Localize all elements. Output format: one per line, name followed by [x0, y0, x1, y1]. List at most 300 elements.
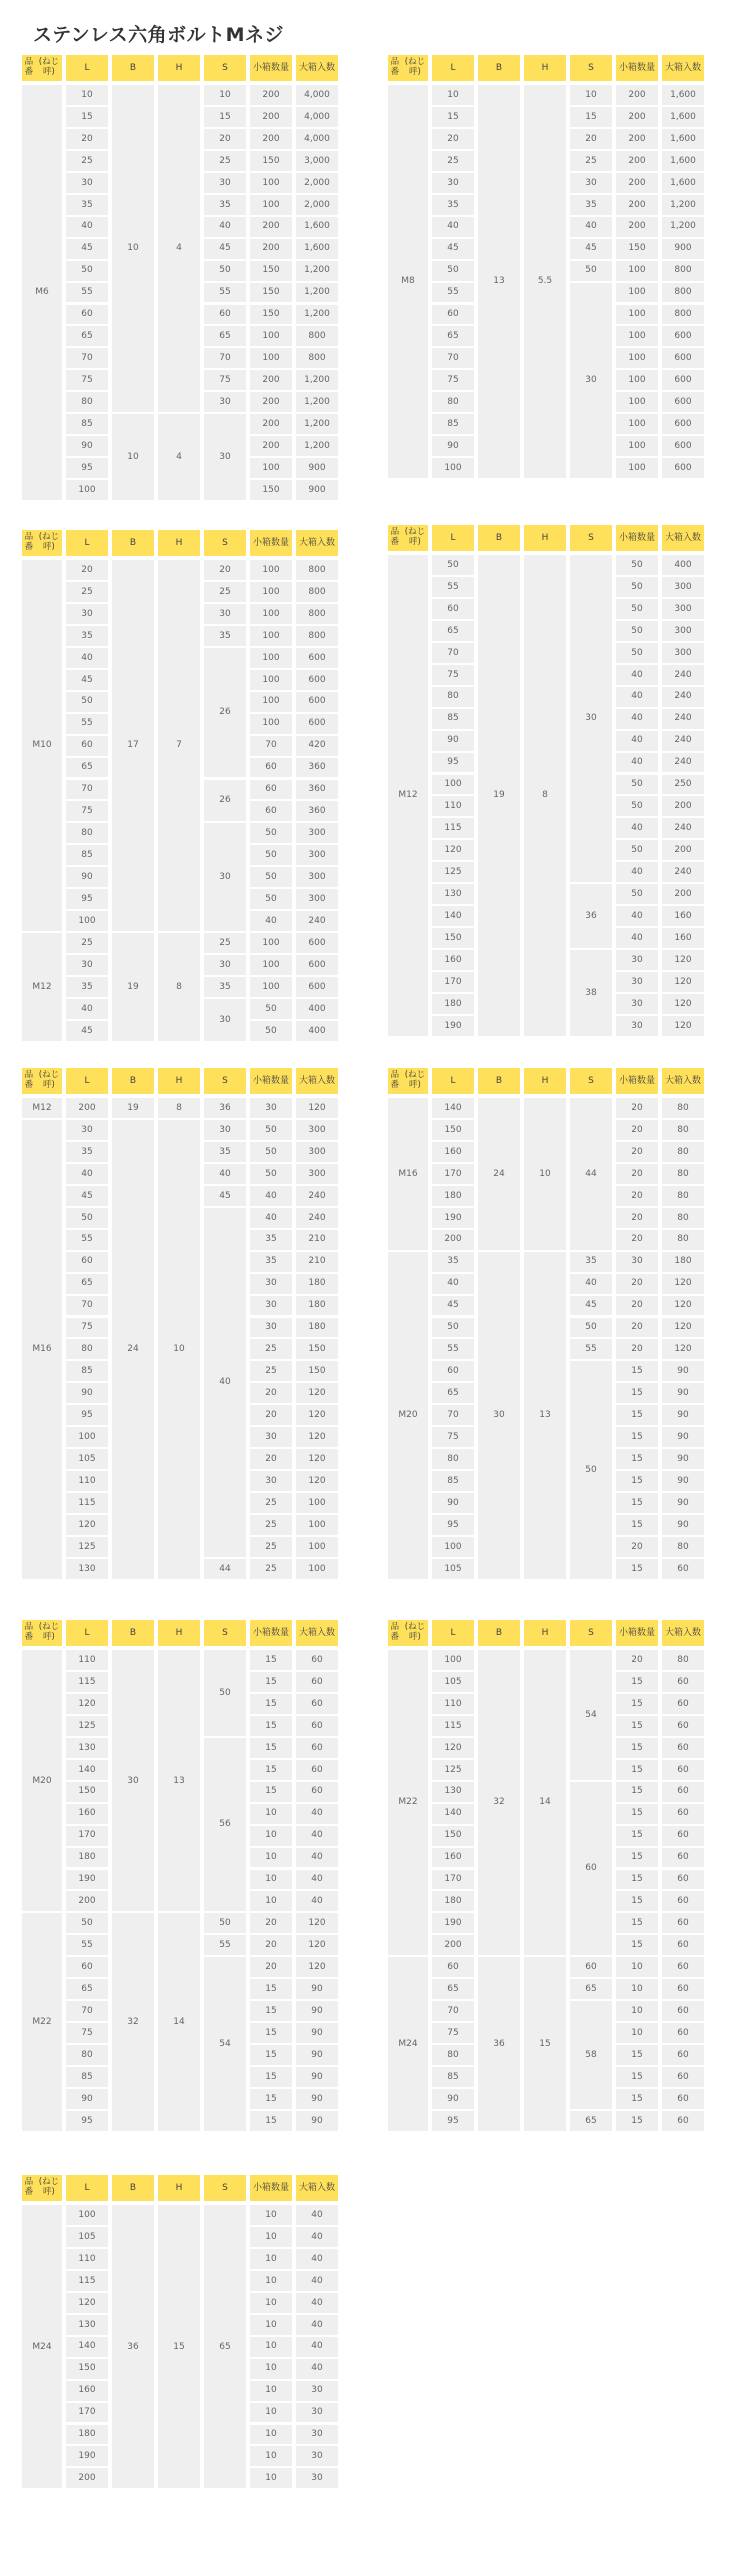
cell-small-box-qty: 30 — [616, 994, 658, 1014]
header-b: B — [112, 2175, 154, 2201]
cell-small-box-qty: 15 — [616, 1427, 658, 1447]
cell-small-box-qty: 200 — [616, 195, 658, 215]
cell-small-box-qty: 15 — [616, 1383, 658, 1403]
cell-large-box-qty: 60 — [662, 1913, 704, 1933]
cell-small-box-qty: 20 — [616, 1186, 658, 1206]
cell-small-box-qty: 25 — [250, 1537, 292, 1557]
cell-large-box-qty: 60 — [662, 1694, 704, 1714]
cell-s: 45 — [570, 1296, 612, 1316]
cell-length: 90 — [66, 436, 108, 456]
cell-large-box-qty: 60 — [662, 1782, 704, 1802]
cell-length: 180 — [432, 1186, 474, 1206]
cell-large-box-qty: 900 — [662, 239, 704, 259]
cell-small-box-qty: 15 — [250, 1672, 292, 1692]
cell-length: 100 — [432, 458, 474, 478]
cell-length: 120 — [66, 2293, 108, 2313]
cell-small-box-qty: 30 — [616, 1016, 658, 1036]
cell-small-box-qty: 25 — [250, 1493, 292, 1513]
header-l: L — [66, 1068, 108, 1094]
cell-length: 130 — [432, 884, 474, 904]
cell-length: 85 — [66, 845, 108, 865]
cell-large-box-qty: 180 — [296, 1296, 338, 1316]
cell-large-box-qty: 80 — [662, 1208, 704, 1228]
header-b: B — [478, 1068, 520, 1094]
cell-s: 44 — [204, 1559, 246, 1579]
cell-small-box-qty: 200 — [250, 239, 292, 259]
cell-s: 35 — [204, 1142, 246, 1162]
cell-length: 190 — [432, 1208, 474, 1228]
cell-small-box-qty: 60 — [250, 758, 292, 778]
cell-small-box-qty: 25 — [250, 1339, 292, 1359]
header-l: L — [432, 55, 474, 81]
cell-small-box-qty: 15 — [250, 1782, 292, 1802]
cell-large-box-qty: 90 — [296, 2111, 338, 2131]
cell-large-box-qty: 300 — [296, 823, 338, 843]
header-hinban-line: (ねじ呼) — [404, 527, 426, 547]
cell-small-box-qty: 10 — [250, 1870, 292, 1890]
cell-length: 45 — [432, 239, 474, 259]
cell-small-box-qty: 200 — [250, 217, 292, 237]
cell-length: 100 — [66, 1427, 108, 1447]
cell-large-box-qty: 800 — [296, 604, 338, 624]
cell-s: 50 — [204, 1650, 246, 1736]
header-hinban-line: 品番 — [390, 1070, 400, 1090]
cell-small-box-qty: 100 — [250, 977, 292, 997]
cell-small-box-qty: 200 — [250, 436, 292, 456]
cell-large-box-qty: 120 — [662, 1339, 704, 1359]
cell-large-box-qty: 250 — [662, 775, 704, 795]
cell-small-box-qty: 20 — [616, 1296, 658, 1316]
cell-small-box-qty: 50 — [616, 884, 658, 904]
cell-length: 150 — [66, 2359, 108, 2379]
cell-small-box-qty: 20 — [616, 1120, 658, 1140]
cell-large-box-qty: 180 — [296, 1274, 338, 1294]
cell-s: 30 — [204, 999, 246, 1041]
cell-small-box-qty: 50 — [250, 889, 292, 909]
cell-small-box-qty: 20 — [250, 1383, 292, 1403]
cell-large-box-qty: 40 — [296, 2249, 338, 2269]
cell-small-box-qty: 50 — [616, 840, 658, 860]
header-hinban — [22, 55, 62, 81]
cell-large-box-qty: 600 — [296, 648, 338, 668]
cell-small-box-qty: 15 — [616, 2045, 658, 2065]
cell-large-box-qty: 60 — [296, 1760, 338, 1780]
cell-s: 30 — [570, 173, 612, 193]
cell-s: 26 — [204, 780, 246, 822]
cell-large-box-qty: 60 — [662, 1559, 704, 1579]
cell-hinban: M16 — [22, 1120, 62, 1579]
cell-length: 65 — [432, 621, 474, 641]
cell-large-box-qty: 60 — [662, 1826, 704, 1846]
cell-small-box-qty: 50 — [250, 1164, 292, 1184]
cell-large-box-qty: 90 — [296, 2089, 338, 2109]
cell-large-box-qty: 100 — [296, 1559, 338, 1579]
cell-s: 40 — [570, 1274, 612, 1294]
cell-length: 120 — [432, 1738, 474, 1758]
cell-small-box-qty: 100 — [616, 326, 658, 346]
header-large-box: 大箱入数 — [296, 2175, 338, 2201]
cell-small-box-qty: 50 — [250, 845, 292, 865]
header-large-box: 大箱入数 — [662, 525, 704, 551]
cell-s: 50 — [204, 261, 246, 281]
cell-large-box-qty: 60 — [296, 1782, 338, 1802]
cell-small-box-qty: 35 — [250, 1230, 292, 1250]
cell-small-box-qty: 30 — [616, 950, 658, 970]
header-hinban — [388, 525, 428, 551]
cell-small-box-qty: 100 — [250, 692, 292, 712]
cell-small-box-qty: 50 — [250, 867, 292, 887]
cell-large-box-qty: 240 — [296, 1208, 338, 1228]
cell-length: 40 — [66, 1164, 108, 1184]
cell-large-box-qty: 400 — [296, 999, 338, 1019]
cell-s: 56 — [204, 1738, 246, 1912]
cell-small-box-qty: 100 — [250, 348, 292, 368]
cell-s: 58 — [570, 2001, 612, 2109]
cell-small-box-qty: 15 — [616, 1826, 658, 1846]
cell-length: 160 — [432, 1848, 474, 1868]
cell-length: 85 — [432, 1471, 474, 1491]
cell-large-box-qty: 60 — [662, 1672, 704, 1692]
cell-small-box-qty: 10 — [250, 2205, 292, 2225]
cell-hinban: M16 — [388, 1098, 428, 1250]
cell-s: 10 — [570, 85, 612, 105]
header-hinban — [388, 55, 428, 81]
cell-length: 115 — [432, 818, 474, 838]
cell-large-box-qty: 100 — [296, 1537, 338, 1557]
cell-small-box-qty: 40 — [250, 911, 292, 931]
cell-small-box-qty: 50 — [616, 775, 658, 795]
cell-small-box-qty: 100 — [616, 458, 658, 478]
cell-h: 15 — [524, 1957, 566, 2131]
cell-small-box-qty: 35 — [250, 1252, 292, 1272]
cell-length: 70 — [432, 2001, 474, 2021]
cell-s: 40 — [204, 1208, 246, 1557]
cell-b: 13 — [478, 85, 520, 478]
cell-length: 90 — [432, 731, 474, 751]
cell-large-box-qty: 150 — [296, 1361, 338, 1381]
cell-length: 75 — [66, 2023, 108, 2043]
cell-length: 105 — [66, 1449, 108, 1469]
cell-small-box-qty: 10 — [616, 1957, 658, 1977]
cell-length: 200 — [66, 1891, 108, 1911]
header-hinban-line: (ねじ呼) — [38, 532, 60, 552]
cell-large-box-qty: 200 — [662, 796, 704, 816]
cell-length: 160 — [432, 1142, 474, 1162]
cell-large-box-qty: 90 — [662, 1361, 704, 1381]
cell-length: 160 — [66, 1804, 108, 1824]
cell-small-box-qty: 100 — [250, 604, 292, 624]
cell-length: 130 — [66, 1559, 108, 1579]
cell-large-box-qty: 1,200 — [296, 436, 338, 456]
cell-h: 14 — [524, 1650, 566, 1955]
cell-length: 40 — [432, 217, 474, 237]
cell-large-box-qty: 800 — [662, 261, 704, 281]
cell-small-box-qty: 20 — [616, 1274, 658, 1294]
cell-small-box-qty: 10 — [250, 1848, 292, 1868]
cell-large-box-qty: 800 — [662, 283, 704, 303]
header-small-box: 小箱数量 — [250, 2175, 292, 2201]
cell-length: 70 — [432, 348, 474, 368]
cell-large-box-qty: 120 — [296, 1957, 338, 1977]
header-large-box: 大箱入数 — [662, 1620, 704, 1646]
cell-length: 140 — [432, 1098, 474, 1118]
cell-length: 55 — [66, 714, 108, 734]
cell-s: 54 — [570, 1650, 612, 1780]
cell-large-box-qty: 90 — [662, 1427, 704, 1447]
cell-large-box-qty: 240 — [662, 731, 704, 751]
cell-small-box-qty: 10 — [250, 1826, 292, 1846]
cell-length: 95 — [66, 889, 108, 909]
cell-b: 19 — [478, 555, 520, 1036]
cell-length: 25 — [66, 933, 108, 953]
cell-small-box-qty: 40 — [250, 1186, 292, 1206]
cell-length: 60 — [66, 736, 108, 756]
cell-large-box-qty: 600 — [662, 414, 704, 434]
cell-large-box-qty: 120 — [296, 1913, 338, 1933]
cell-length: 130 — [66, 1738, 108, 1758]
cell-length: 35 — [432, 1252, 474, 1272]
cell-large-box-qty: 300 — [296, 1164, 338, 1184]
cell-hinban: M20 — [22, 1650, 62, 1911]
cell-hinban: M22 — [388, 1650, 428, 1955]
cell-length: 90 — [66, 2089, 108, 2109]
cell-small-box-qty: 25 — [250, 1515, 292, 1535]
cell-small-box-qty: 200 — [250, 392, 292, 412]
cell-s: 30 — [204, 173, 246, 193]
cell-length: 25 — [66, 582, 108, 602]
header-h: H — [158, 2175, 200, 2201]
cell-small-box-qty: 150 — [616, 239, 658, 259]
cell-small-box-qty: 10 — [250, 1804, 292, 1824]
cell-length: 70 — [432, 1405, 474, 1425]
cell-large-box-qty: 120 — [662, 1016, 704, 1036]
cell-small-box-qty: 10 — [250, 2315, 292, 2335]
cell-large-box-qty: 90 — [662, 1493, 704, 1513]
cell-large-box-qty: 60 — [662, 1716, 704, 1736]
cell-large-box-qty: 80 — [662, 1230, 704, 1250]
cell-small-box-qty: 200 — [616, 217, 658, 237]
header-hinban — [22, 1068, 62, 1094]
cell-large-box-qty: 60 — [662, 2045, 704, 2065]
cell-large-box-qty: 800 — [296, 348, 338, 368]
cell-length: 65 — [66, 758, 108, 778]
cell-s: 30 — [204, 414, 246, 500]
cell-length: 95 — [432, 2111, 474, 2131]
cell-length: 60 — [432, 1361, 474, 1381]
cell-s: 30 — [204, 1120, 246, 1140]
cell-large-box-qty: 30 — [296, 2381, 338, 2401]
cell-s: 35 — [570, 1252, 612, 1272]
cell-hinban: M22 — [22, 1913, 62, 2131]
cell-large-box-qty: 60 — [662, 1804, 704, 1824]
header-h: H — [158, 55, 200, 81]
cell-length: 75 — [432, 665, 474, 685]
cell-small-box-qty: 150 — [250, 151, 292, 171]
header-large-box: 大箱入数 — [296, 55, 338, 81]
cell-small-box-qty: 100 — [250, 173, 292, 193]
cell-large-box-qty: 80 — [662, 1164, 704, 1184]
cell-small-box-qty: 15 — [616, 1515, 658, 1535]
cell-length: 90 — [432, 1493, 474, 1513]
cell-large-box-qty: 90 — [662, 1383, 704, 1403]
cell-length: 35 — [66, 977, 108, 997]
cell-length: 85 — [66, 1361, 108, 1381]
cell-large-box-qty: 800 — [662, 305, 704, 325]
header-h: H — [524, 525, 566, 551]
cell-small-box-qty: 200 — [250, 107, 292, 127]
cell-large-box-qty: 300 — [296, 867, 338, 887]
cell-length: 125 — [432, 862, 474, 882]
cell-s: 25 — [570, 151, 612, 171]
cell-length: 30 — [66, 604, 108, 624]
cell-large-box-qty: 120 — [662, 972, 704, 992]
cell-s: 50 — [204, 1913, 246, 1933]
cell-large-box-qty: 600 — [296, 692, 338, 712]
cell-s: 30 — [204, 955, 246, 975]
cell-s: 36 — [204, 1098, 246, 1118]
cell-length: 10 — [432, 85, 474, 105]
cell-small-box-qty: 15 — [616, 1891, 658, 1911]
cell-length: 100 — [66, 480, 108, 500]
cell-small-box-qty: 70 — [250, 736, 292, 756]
cell-s: 20 — [204, 560, 246, 580]
cell-large-box-qty: 80 — [662, 1142, 704, 1162]
cell-large-box-qty: 1,600 — [296, 239, 338, 259]
cell-large-box-qty: 40 — [296, 2337, 338, 2357]
cell-s: 35 — [204, 195, 246, 215]
cell-length: 180 — [66, 2425, 108, 2445]
cell-small-box-qty: 30 — [616, 1252, 658, 1272]
cell-large-box-qty: 160 — [662, 906, 704, 926]
cell-large-box-qty: 40 — [296, 2315, 338, 2335]
cell-length: 105 — [432, 1672, 474, 1692]
cell-s: 25 — [204, 933, 246, 953]
cell-s: 60 — [570, 1782, 612, 1956]
cell-b: 32 — [478, 1650, 520, 1955]
cell-small-box-qty: 40 — [616, 928, 658, 948]
cell-small-box-qty: 15 — [616, 1804, 658, 1824]
cell-large-box-qty: 120 — [296, 1383, 338, 1403]
cell-large-box-qty: 600 — [296, 977, 338, 997]
cell-large-box-qty: 120 — [662, 1274, 704, 1294]
cell-large-box-qty: 800 — [296, 326, 338, 346]
cell-large-box-qty: 300 — [296, 845, 338, 865]
cell-large-box-qty: 360 — [296, 780, 338, 800]
cell-large-box-qty: 600 — [662, 458, 704, 478]
cell-h: 5.5 — [524, 85, 566, 478]
cell-large-box-qty: 60 — [662, 2089, 704, 2109]
cell-small-box-qty: 50 — [250, 1021, 292, 1041]
cell-small-box-qty: 200 — [616, 85, 658, 105]
cell-large-box-qty: 40 — [296, 1804, 338, 1824]
cell-h: 7 — [158, 560, 200, 931]
cell-h: 8 — [524, 555, 566, 1036]
cell-length: 125 — [66, 1716, 108, 1736]
cell-large-box-qty: 80 — [662, 1186, 704, 1206]
cell-large-box-qty: 240 — [662, 687, 704, 707]
cell-large-box-qty: 60 — [662, 2067, 704, 2087]
cell-length: 65 — [432, 1979, 474, 1999]
cell-s: 40 — [204, 1164, 246, 1184]
cell-s: 30 — [570, 283, 612, 479]
cell-large-box-qty: 80 — [662, 1098, 704, 1118]
header-b: B — [112, 530, 154, 556]
cell-small-box-qty: 100 — [616, 261, 658, 281]
cell-large-box-qty: 180 — [296, 1318, 338, 1338]
cell-length: 45 — [66, 1021, 108, 1041]
cell-large-box-qty: 100 — [296, 1493, 338, 1513]
cell-length: 45 — [66, 1186, 108, 1206]
cell-large-box-qty: 400 — [296, 1021, 338, 1041]
cell-small-box-qty: 15 — [250, 2067, 292, 2087]
cell-b: 32 — [112, 1913, 154, 2131]
cell-s: 45 — [204, 239, 246, 259]
header-s: S — [570, 55, 612, 81]
cell-length: 70 — [66, 2001, 108, 2021]
cell-h: 4 — [158, 414, 200, 500]
header-s: S — [570, 525, 612, 551]
page-title: ステンレス六角ボルトMネジ — [33, 24, 285, 46]
header-small-box: 小箱数量 — [616, 1620, 658, 1646]
cell-large-box-qty: 420 — [296, 736, 338, 756]
cell-length: 40 — [66, 999, 108, 1019]
cell-small-box-qty: 15 — [250, 2089, 292, 2109]
cell-large-box-qty: 60 — [662, 2111, 704, 2131]
cell-small-box-qty: 200 — [616, 173, 658, 193]
cell-b: 24 — [112, 1120, 154, 1579]
cell-length: 35 — [432, 195, 474, 215]
cell-b: 17 — [112, 560, 154, 931]
cell-length: 100 — [66, 2205, 108, 2225]
cell-small-box-qty: 15 — [616, 1672, 658, 1692]
cell-large-box-qty: 800 — [296, 626, 338, 646]
cell-small-box-qty: 10 — [616, 2023, 658, 2043]
cell-large-box-qty: 40 — [296, 2271, 338, 2291]
cell-length: 110 — [432, 1694, 474, 1714]
cell-small-box-qty: 100 — [250, 582, 292, 602]
cell-s: 20 — [570, 129, 612, 149]
cell-large-box-qty: 600 — [662, 348, 704, 368]
cell-large-box-qty: 800 — [296, 582, 338, 602]
cell-large-box-qty: 240 — [662, 665, 704, 685]
cell-large-box-qty: 600 — [296, 933, 338, 953]
cell-s: 40 — [570, 217, 612, 237]
cell-large-box-qty: 400 — [662, 555, 704, 575]
cell-length: 200 — [432, 1935, 474, 1955]
cell-small-box-qty: 15 — [616, 1782, 658, 1802]
cell-s: 65 — [570, 2111, 612, 2131]
cell-small-box-qty: 20 — [250, 1913, 292, 1933]
header-hinban — [388, 1620, 428, 1646]
cell-large-box-qty: 240 — [662, 862, 704, 882]
cell-small-box-qty: 50 — [616, 599, 658, 619]
cell-large-box-qty: 120 — [296, 1935, 338, 1955]
cell-length: 65 — [432, 326, 474, 346]
cell-s: 15 — [204, 107, 246, 127]
header-l: L — [66, 530, 108, 556]
cell-small-box-qty: 50 — [250, 999, 292, 1019]
cell-small-box-qty: 100 — [616, 414, 658, 434]
cell-large-box-qty: 240 — [296, 1186, 338, 1206]
cell-small-box-qty: 200 — [616, 151, 658, 171]
cell-large-box-qty: 60 — [662, 1870, 704, 1890]
cell-small-box-qty: 15 — [616, 1694, 658, 1714]
header-s: S — [204, 1068, 246, 1094]
cell-large-box-qty: 1,200 — [296, 370, 338, 390]
cell-length: 150 — [432, 1120, 474, 1140]
cell-small-box-qty: 30 — [250, 1318, 292, 1338]
cell-hinban: M8 — [388, 85, 428, 478]
